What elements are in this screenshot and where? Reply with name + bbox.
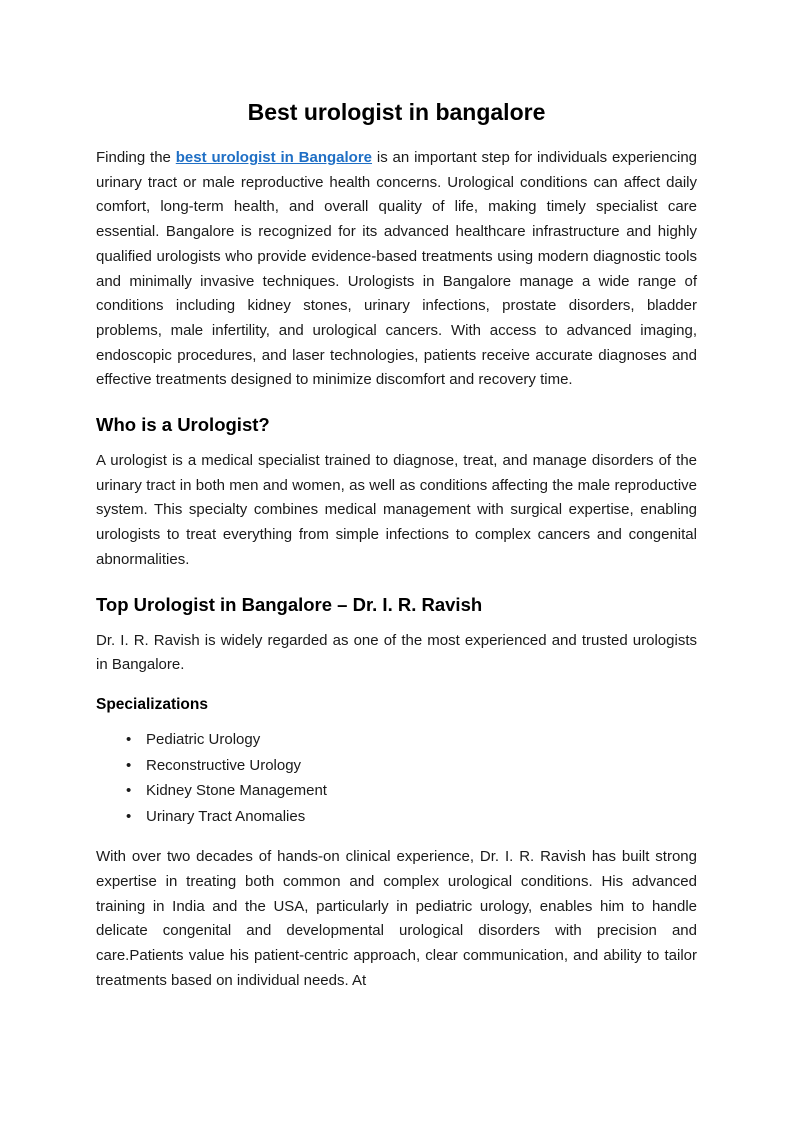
who-is-urologist-paragraph: A urologist is a medical specialist trained to diagnose, treat, and manage disorders of the urinary tract in both men and women, as well as conditions affecting the male reproductive system. This specialty combines medical management with surgical expertise, enabling urologists to treat everything from simple infections to complex cancers and congenital abnormalities. [96,452,697,568]
bullet-icon: • [126,807,132,825]
top-urologist-paragraph: Dr. I. R. Ravish is widely regarded as one of the most experienced and trusted urologists in Bangalore. [96,631,697,674]
experience-paragraph: With over two decades of hands-on clinical experience, Dr. I. R. Ravish has built strong expertise in treating both common and complex urological conditions. His advanced training in India and the USA, particularly in pediatric urology, enables him to handle delicate congenital and developmental urological disorders with precision and care.Patients value his patient-centric approach, clear communication, and ability to tailor treatments based on individual needs. At [96,848,697,989]
intro-text-before-link: Finding the [96,149,176,166]
list-item-label: Kidney Stone Management [146,782,327,800]
who-is-urologist-heading: Who is a Urologist? [96,414,270,436]
list-item [126,778,697,804]
page-title: Best urologist in bangalore [247,99,546,125]
list-item [126,753,697,779]
list-item [126,804,697,830]
specializations-list [96,727,697,829]
top-urologist-heading: Top Urologist in Bangalore – Dr. I. R. Ravish [96,593,483,615]
intro-paragraph [96,146,697,393]
list-item-label: Pediatric Urology [146,730,261,748]
intro-text-after-link: is an important step for individuals experiencing urinary tract or male reproductive health concerns. Urological conditions can affect daily comfort, long-term health, and overall quality of life, making timely specialist care essential. Bangalore is recognized for its advanced healthcare infrastructure and highly qualified urologists who provide evidence-based treatments using modern diagnostic tools and minimally invasive techniques. Urologists in Bangalore manage a wide range of conditions including kidney stones, urinary infections, prostate disorders, bladder problems, male infertility, and urological cancers. With access to advanced imaging, endoscopic procedures, and laser technologies, patients receive accurate diagnoses and effective treatments designed to minimize discomfort and recovery time. [96,149,697,389]
list-item-label: Reconstructive Urology [146,756,302,774]
bullet-icon: • [126,730,132,748]
specializations-heading: Specializations [96,695,208,713]
bullet-icon: • [126,756,132,774]
list-item [126,727,697,753]
bullet-icon: • [126,782,132,800]
best-urologist-link[interactable]: best urologist in Bangalore [175,149,373,166]
list-item-label: Urinary Tract Anomalies [146,807,306,825]
